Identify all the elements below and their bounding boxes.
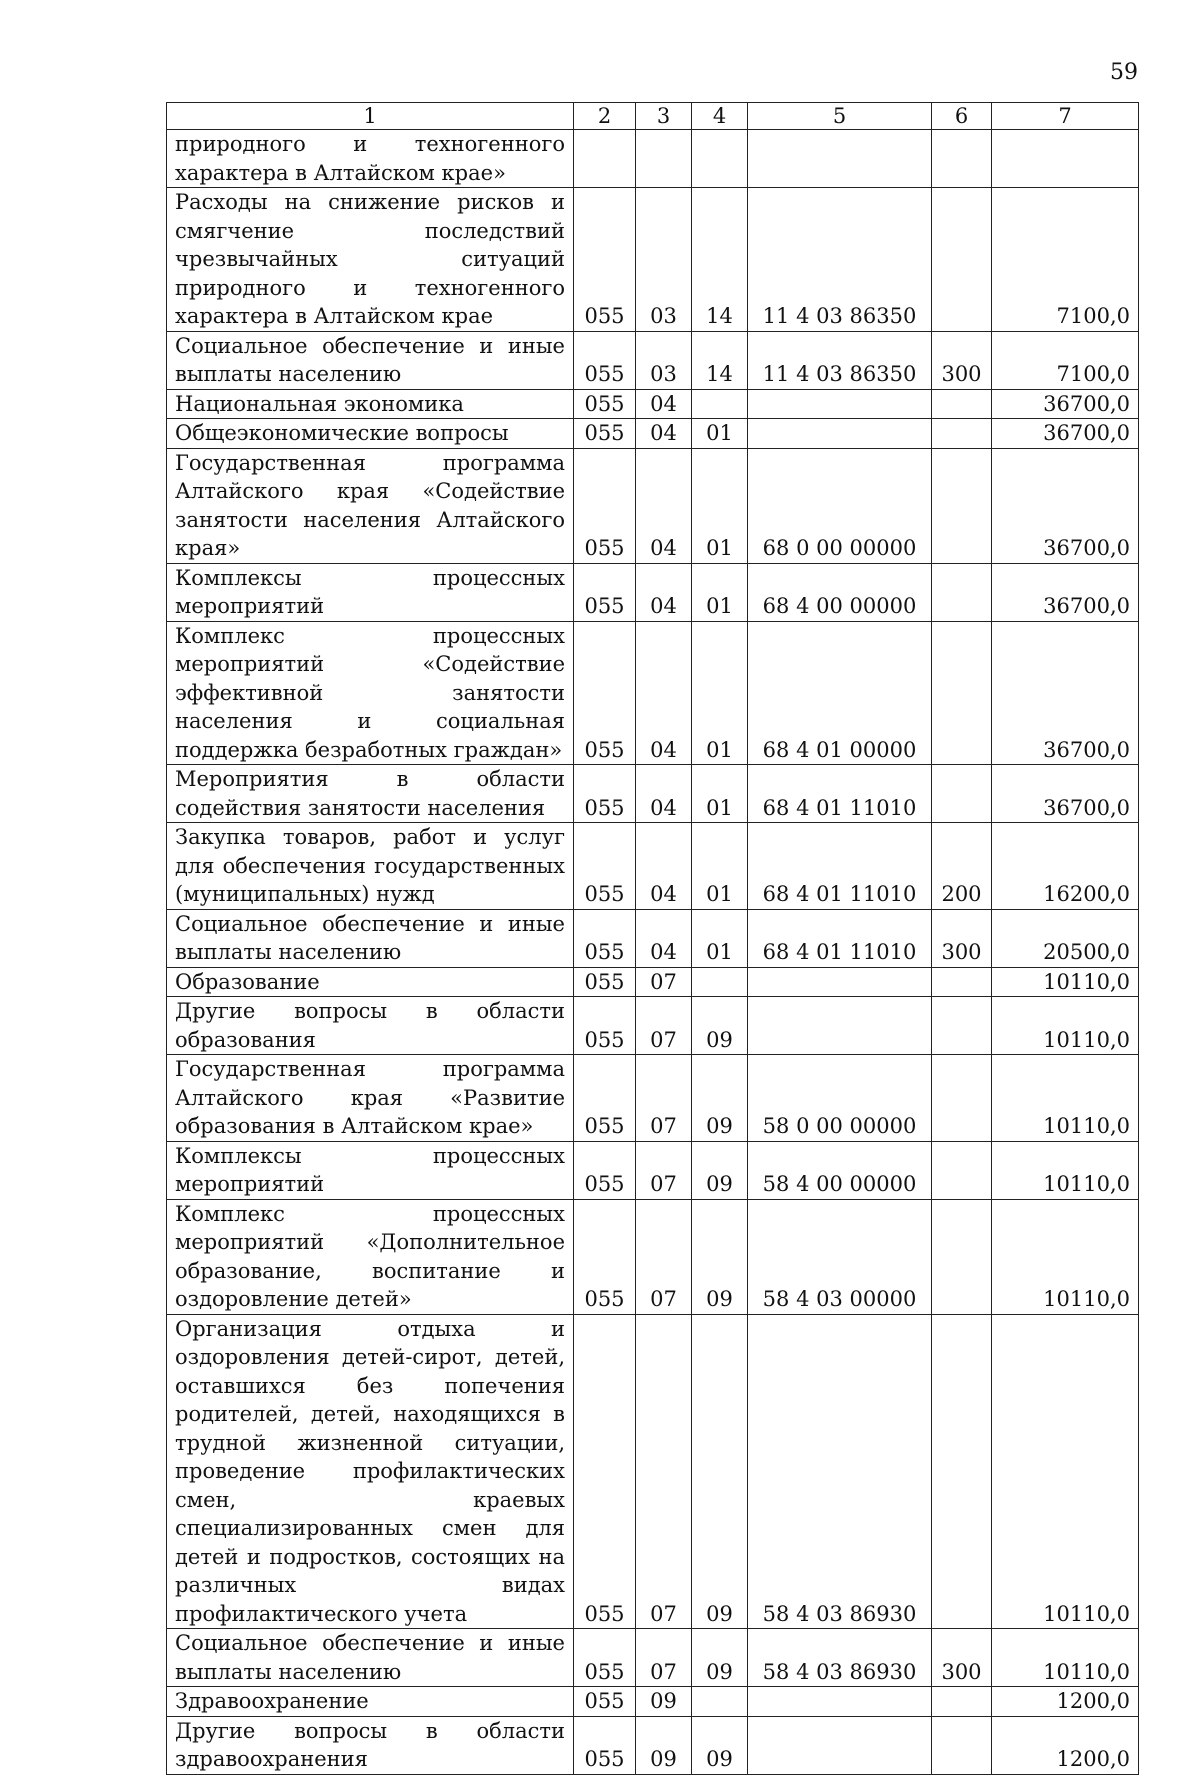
subsection-code-cell: 14 [692, 331, 748, 389]
section-code-cell: 03 [636, 331, 692, 389]
amount-cell: 10110,0 [992, 1141, 1139, 1199]
expense-type-cell [932, 563, 992, 621]
expense-type-cell: 200 [932, 823, 992, 910]
target-article-cell: 58 4 00 00000 [748, 1141, 932, 1199]
ministry-code-cell: 055 [574, 823, 636, 910]
ministry-code-cell: 055 [574, 621, 636, 765]
item-name-cell: Национальная экономика [167, 389, 574, 419]
amount-cell: 36700,0 [992, 563, 1139, 621]
item-name-cell: Комплекс процессных мероприятий «Содействие эффективной занятости населения и социальная поддержка безработных граждан» [167, 621, 574, 765]
amount-cell: 36700,0 [992, 419, 1139, 449]
section-code-cell: 04 [636, 765, 692, 823]
target-article-cell: 58 4 03 86930 [748, 1629, 932, 1687]
target-article-cell [748, 389, 932, 419]
ministry-code-cell: 055 [574, 1687, 636, 1717]
table-row [167, 997, 1139, 1055]
section-code-cell: 03 [636, 188, 692, 332]
ministry-code-cell: 055 [574, 1055, 636, 1142]
header-cell: 3 [636, 103, 692, 130]
table-row [167, 188, 1139, 332]
table-row [167, 1141, 1139, 1199]
section-code-cell: 07 [636, 1314, 692, 1629]
table-row [167, 621, 1139, 765]
section-code-cell: 09 [636, 1687, 692, 1717]
expense-type-cell [932, 621, 992, 765]
amount-cell: 36700,0 [992, 448, 1139, 563]
section-code-cell: 09 [636, 1716, 692, 1774]
item-name-cell: Другие вопросы в области образования [167, 997, 574, 1055]
expense-type-cell [932, 1314, 992, 1629]
ministry-code-cell: 055 [574, 1141, 636, 1199]
table-row [167, 1629, 1139, 1687]
ministry-code-cell: 055 [574, 419, 636, 449]
expense-type-cell [932, 188, 992, 332]
amount-cell: 10110,0 [992, 997, 1139, 1055]
subsection-code-cell: 01 [692, 563, 748, 621]
target-article-cell [748, 997, 932, 1055]
target-article-cell: 68 4 01 00000 [748, 621, 932, 765]
subsection-code-cell: 01 [692, 448, 748, 563]
target-article-cell [748, 419, 932, 449]
ministry-code-cell: 055 [574, 967, 636, 997]
item-name-cell: Государственная программа Алтайского края «Развитие образования в Алтайском крае» [167, 1055, 574, 1142]
section-code-cell: 04 [636, 448, 692, 563]
section-code-cell: 04 [636, 419, 692, 449]
expense-type-cell [932, 1199, 992, 1314]
page-number: 59 [1110, 60, 1138, 85]
expense-type-cell: 300 [932, 1629, 992, 1687]
table-row [167, 563, 1139, 621]
target-article-cell [748, 1716, 932, 1774]
expense-type-cell [932, 448, 992, 563]
section-code-cell: 04 [636, 823, 692, 910]
header-cell: 7 [992, 103, 1139, 130]
ministry-code-cell: 055 [574, 389, 636, 419]
item-name-cell: Мероприятия в области содействия занятости населения [167, 765, 574, 823]
target-article-cell [748, 1687, 932, 1717]
expense-type-cell [932, 997, 992, 1055]
expense-type-cell [932, 765, 992, 823]
amount-cell: 10110,0 [992, 967, 1139, 997]
item-name-cell: Закупка товаров, работ и услуг для обеспечения государственных (муниципальных) нужд [167, 823, 574, 910]
amount-cell: 10110,0 [992, 1629, 1139, 1687]
item-name-cell: Комплексы процессных мероприятий [167, 1141, 574, 1199]
amount-cell: 10110,0 [992, 1199, 1139, 1314]
target-article-cell: 58 0 00 00000 [748, 1055, 932, 1142]
table-body [167, 130, 1139, 1775]
table-header-row [167, 103, 1139, 130]
header-cell: 1 [167, 103, 574, 130]
subsection-code-cell: 09 [692, 1314, 748, 1629]
expense-type-cell: 300 [932, 909, 992, 967]
item-name-cell: Общеэкономические вопросы [167, 419, 574, 449]
table-row [167, 765, 1139, 823]
target-article-cell: 68 4 01 11010 [748, 765, 932, 823]
item-name-cell: Социальное обеспечение и иные выплаты населению [167, 331, 574, 389]
target-article-cell: 68 4 01 11010 [748, 823, 932, 910]
amount-cell: 7100,0 [992, 331, 1139, 389]
subsection-code-cell: 09 [692, 1141, 748, 1199]
expense-type-cell [932, 1141, 992, 1199]
table-row [167, 448, 1139, 563]
target-article-cell: 58 4 03 00000 [748, 1199, 932, 1314]
subsection-code-cell: 01 [692, 909, 748, 967]
table-row [167, 419, 1139, 449]
ministry-code-cell: 055 [574, 448, 636, 563]
item-name-cell: Здравоохранение [167, 1687, 574, 1717]
ministry-code-cell: 055 [574, 331, 636, 389]
table-row [167, 967, 1139, 997]
ministry-code-cell: 055 [574, 997, 636, 1055]
amount-cell: 36700,0 [992, 621, 1139, 765]
item-name-cell: Социальное обеспечение и иные выплаты населению [167, 1629, 574, 1687]
item-name-cell: Комплексы процессных мероприятий [167, 563, 574, 621]
table-row [167, 1199, 1139, 1314]
item-name-cell: Государственная программа Алтайского края «Содействие занятости населения Алтайского края» [167, 448, 574, 563]
target-article-cell: 68 4 01 11010 [748, 909, 932, 967]
target-article-cell [748, 130, 932, 188]
target-article-cell: 58 4 03 86930 [748, 1314, 932, 1629]
section-code-cell: 07 [636, 967, 692, 997]
subsection-code-cell [692, 967, 748, 997]
subsection-code-cell [692, 1687, 748, 1717]
table-row [167, 1716, 1139, 1774]
subsection-code-cell: 01 [692, 823, 748, 910]
header-cell: 6 [932, 103, 992, 130]
ministry-code-cell: 055 [574, 909, 636, 967]
item-name-cell: Организация отдыха и оздоровления детей-сирот, детей, оставшихся без попечения родителей, детей, находящихся в трудной жизненной ситуации, проведение профилактических смен, краевых специализированных смен для детей и подростков, состоящих на различных видах профилактического учета [167, 1314, 574, 1629]
table-row [167, 331, 1139, 389]
subsection-code-cell: 09 [692, 1199, 748, 1314]
table-row [167, 389, 1139, 419]
amount-cell: 36700,0 [992, 389, 1139, 419]
item-name-cell: Образование [167, 967, 574, 997]
ministry-code-cell: 055 [574, 1629, 636, 1687]
expense-type-cell [932, 967, 992, 997]
target-article-cell: 68 4 00 00000 [748, 563, 932, 621]
ministry-code-cell: 055 [574, 1314, 636, 1629]
target-article-cell: 11 4 03 86350 [748, 331, 932, 389]
budget-table [166, 102, 1139, 1775]
amount-cell [992, 130, 1139, 188]
amount-cell: 16200,0 [992, 823, 1139, 910]
subsection-code-cell: 09 [692, 997, 748, 1055]
target-article-cell [748, 967, 932, 997]
ministry-code-cell: 055 [574, 1716, 636, 1774]
amount-cell: 10110,0 [992, 1055, 1139, 1142]
header-cell: 2 [574, 103, 636, 130]
subsection-code-cell: 09 [692, 1716, 748, 1774]
section-code-cell: 07 [636, 1055, 692, 1142]
section-code-cell: 07 [636, 1141, 692, 1199]
expense-type-cell [932, 1716, 992, 1774]
section-code-cell: 07 [636, 1629, 692, 1687]
table-row [167, 909, 1139, 967]
subsection-code-cell: 01 [692, 419, 748, 449]
target-article-cell: 68 0 00 00000 [748, 448, 932, 563]
item-name-cell: Расходы на снижение рисков и смягчение последствий чрезвычайных ситуаций природного и техногенного характера в Алтайском крае [167, 188, 574, 332]
amount-cell: 20500,0 [992, 909, 1139, 967]
expense-type-cell [932, 130, 992, 188]
table-row [167, 1314, 1139, 1629]
section-code-cell: 07 [636, 997, 692, 1055]
subsection-code-cell: 14 [692, 188, 748, 332]
section-code-cell: 04 [636, 621, 692, 765]
section-code-cell: 04 [636, 389, 692, 419]
header-cell: 5 [748, 103, 932, 130]
expense-type-cell [932, 419, 992, 449]
table-row [167, 1055, 1139, 1142]
subsection-code-cell [692, 389, 748, 419]
item-name-cell: Социальное обеспечение и иные выплаты населению [167, 909, 574, 967]
subsection-code-cell [692, 130, 748, 188]
item-name-cell: Комплекс процессных мероприятий «Дополнительное образование, воспитание и оздоровление детей» [167, 1199, 574, 1314]
ministry-code-cell [574, 130, 636, 188]
expense-type-cell: 300 [932, 331, 992, 389]
amount-cell: 1200,0 [992, 1716, 1139, 1774]
target-article-cell: 11 4 03 86350 [748, 188, 932, 332]
ministry-code-cell: 055 [574, 765, 636, 823]
ministry-code-cell: 055 [574, 1199, 636, 1314]
section-code-cell: 04 [636, 909, 692, 967]
item-name-cell: природного и техногенного характера в Алтайском крае» [167, 130, 574, 188]
expense-type-cell [932, 389, 992, 419]
section-code-cell: 04 [636, 563, 692, 621]
subsection-code-cell: 01 [692, 765, 748, 823]
subsection-code-cell: 01 [692, 621, 748, 765]
amount-cell: 36700,0 [992, 765, 1139, 823]
section-code-cell: 07 [636, 1199, 692, 1314]
item-name-cell: Другие вопросы в области здравоохранения [167, 1716, 574, 1774]
amount-cell: 7100,0 [992, 188, 1139, 332]
table-row [167, 1687, 1139, 1717]
subsection-code-cell: 09 [692, 1629, 748, 1687]
expense-type-cell [932, 1055, 992, 1142]
ministry-code-cell: 055 [574, 188, 636, 332]
amount-cell: 1200,0 [992, 1687, 1139, 1717]
section-code-cell [636, 130, 692, 188]
expense-type-cell [932, 1687, 992, 1717]
amount-cell: 10110,0 [992, 1314, 1139, 1629]
header-cell: 4 [692, 103, 748, 130]
subsection-code-cell: 09 [692, 1055, 748, 1142]
table-row [167, 130, 1139, 188]
ministry-code-cell: 055 [574, 563, 636, 621]
table-row [167, 823, 1139, 910]
